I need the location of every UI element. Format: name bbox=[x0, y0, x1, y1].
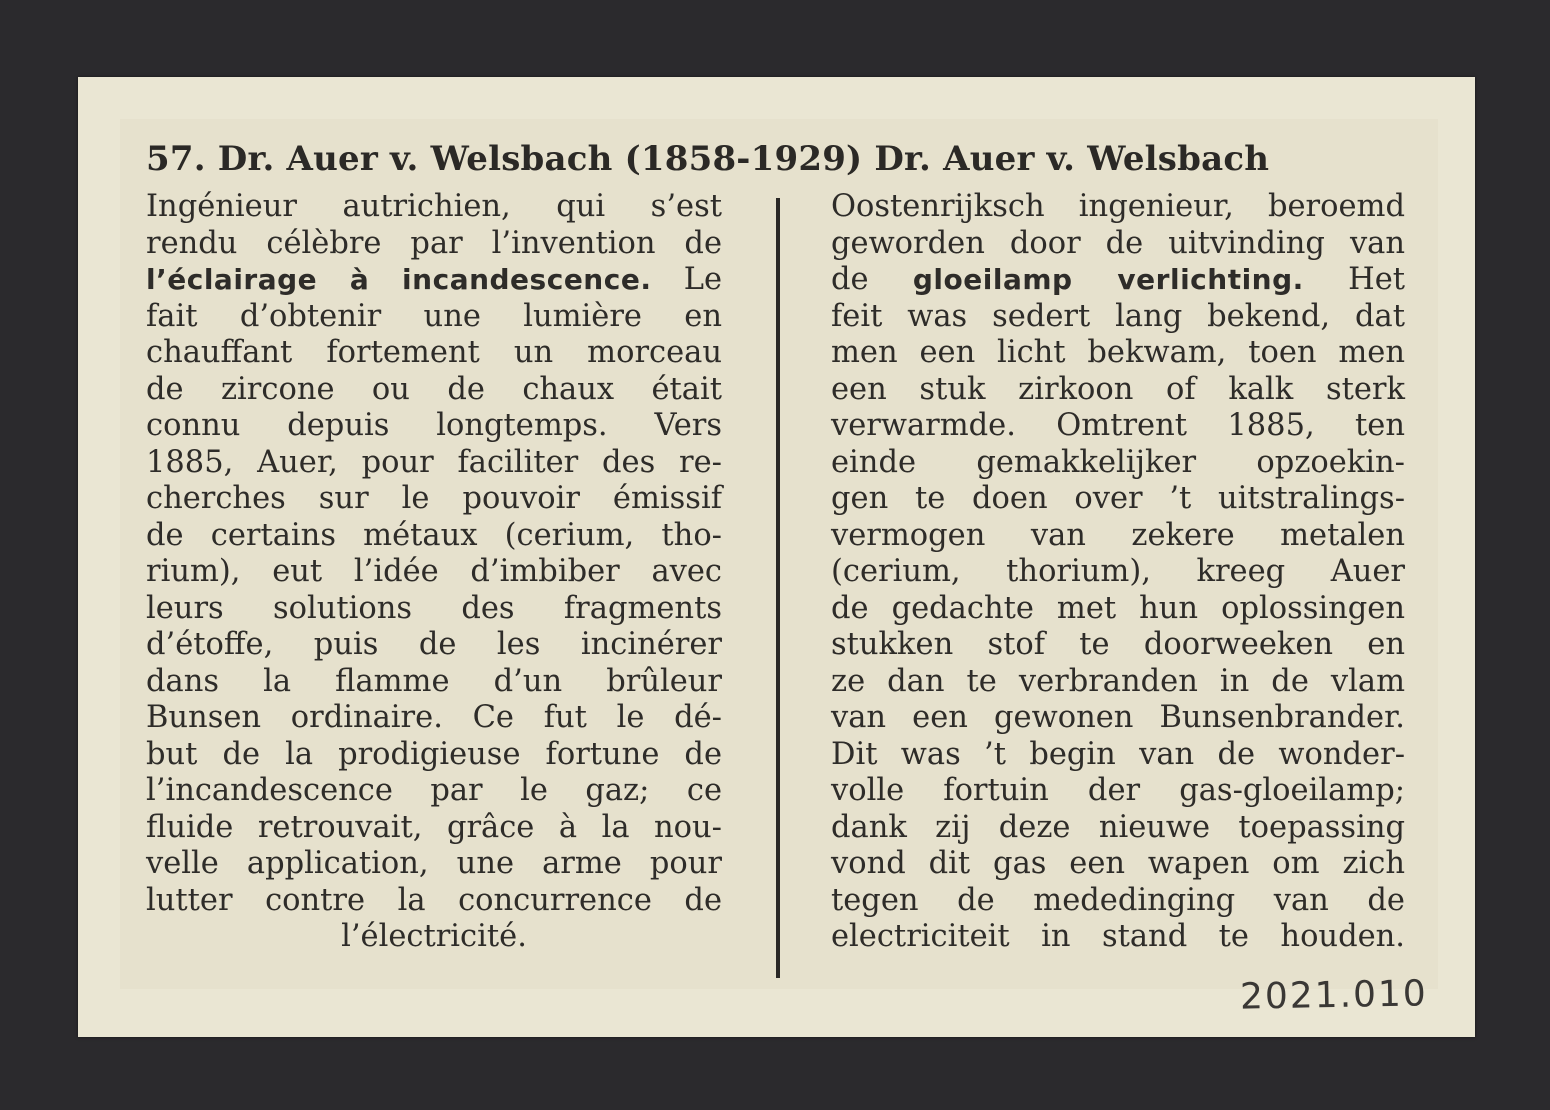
french-line: lutter contre la concurrence de bbox=[146, 882, 722, 918]
french-line: de zircone ou de chaux était bbox=[146, 371, 722, 407]
dutch-line: vermogen van zekere metalen bbox=[831, 517, 1405, 553]
dutch-line: feit was sedert lang bekend, dat bbox=[831, 298, 1405, 334]
french-line: d’étoffe, puis de les incinérer bbox=[146, 627, 722, 662]
french-bold-phrase: l’éclairage à incandescence. bbox=[146, 263, 652, 296]
dutch-column bbox=[831, 189, 1405, 956]
dutch-line: de gedachte met hun oplossingen bbox=[831, 590, 1405, 626]
french-line: chauffant fortement un morceau bbox=[146, 335, 722, 370]
dutch-line: men een licht bekwam, toen men bbox=[831, 335, 1405, 370]
dutch-line: Dit was ’t begin van de wonder- bbox=[831, 736, 1405, 772]
dutch-line: einde gemakkelijker opzoekin- bbox=[831, 444, 1405, 480]
french-line: de certains métaux (cerium, tho- bbox=[146, 517, 722, 553]
french-line: 1885, Auer, pour faciliter des re- bbox=[146, 444, 722, 480]
french-line: l’électricité. bbox=[341, 919, 527, 954]
dutch-line: gen te doen over ’t uitstralings- bbox=[831, 481, 1405, 516]
dutch-line: volle fortuin der gas-gloeilamp; bbox=[831, 773, 1405, 808]
french-line: but de la prodigieuse fortune de bbox=[146, 736, 722, 772]
french-line: rium), eut l’idée d’imbiber avec bbox=[146, 554, 722, 589]
dutch-line: tegen de mededinging van de bbox=[831, 882, 1405, 918]
french-line: Bunsen ordinaire. Ce fut le dé- bbox=[146, 700, 722, 735]
dutch-line: dank zij deze nieuwe toepassing bbox=[831, 809, 1405, 845]
french-line: dans la flamme d’un brûleur bbox=[146, 663, 722, 699]
dutch-line: van een gewonen Bunsenbrander. bbox=[831, 700, 1405, 735]
trade-card bbox=[78, 77, 1475, 1037]
french-line: rendu célèbre par l’invention de bbox=[146, 225, 722, 261]
dutch-bold-phrase: gloeilamp verlichting. bbox=[912, 263, 1304, 296]
dutch-line: geworden door de uitvinding van bbox=[831, 225, 1405, 261]
dutch-line: vond dit gas een wapen om zich bbox=[831, 846, 1405, 881]
french-line: connu depuis longtemps. Vers bbox=[146, 408, 722, 443]
dutch-line: een stuk zirkoon of kalk sterk bbox=[831, 371, 1405, 407]
french-line: cherches sur le pouvoir émissif bbox=[146, 481, 722, 516]
dutch-line: Oostenrijksch ingenieur, beroemd bbox=[831, 189, 1405, 224]
french-line-bold bbox=[146, 262, 722, 299]
french-column bbox=[146, 189, 722, 956]
french-line: leurs solutions des fragments bbox=[146, 590, 722, 626]
inventory-number: 2021.010 bbox=[1239, 973, 1429, 1018]
dutch-line: ze dan te verbranden in de vlam bbox=[831, 663, 1405, 699]
french-line: Ingénieur autrichien, qui s’est bbox=[146, 189, 722, 224]
dutch-line: (cerium, thorium), kreeg Auer bbox=[831, 554, 1405, 589]
french-line: fluide retrouvait, grâce à la nou- bbox=[146, 809, 722, 845]
french-line: l’incandescence par le gaz; ce bbox=[146, 773, 722, 808]
french-line: velle application, une arme pour bbox=[146, 846, 722, 881]
dutch-line-bold bbox=[831, 262, 1405, 299]
dutch-before-bold: de bbox=[831, 262, 869, 297]
card-title: 57. Dr. Auer v. Welsbach (1858-1929) Dr. Auer v. Welsbach bbox=[146, 139, 1270, 179]
dutch-after-bold: Het bbox=[1348, 262, 1406, 297]
french-after-bold: Le bbox=[683, 262, 722, 297]
french-line: fait d’obtenir une lumière en bbox=[146, 298, 722, 334]
dutch-line: stukken stof te doorweeken en bbox=[831, 627, 1405, 662]
dutch-line: verwarmde. Omtrent 1885, ten bbox=[831, 408, 1405, 443]
dutch-line: electriciteit in stand te houden. bbox=[831, 919, 1405, 954]
column-divider bbox=[776, 198, 780, 978]
